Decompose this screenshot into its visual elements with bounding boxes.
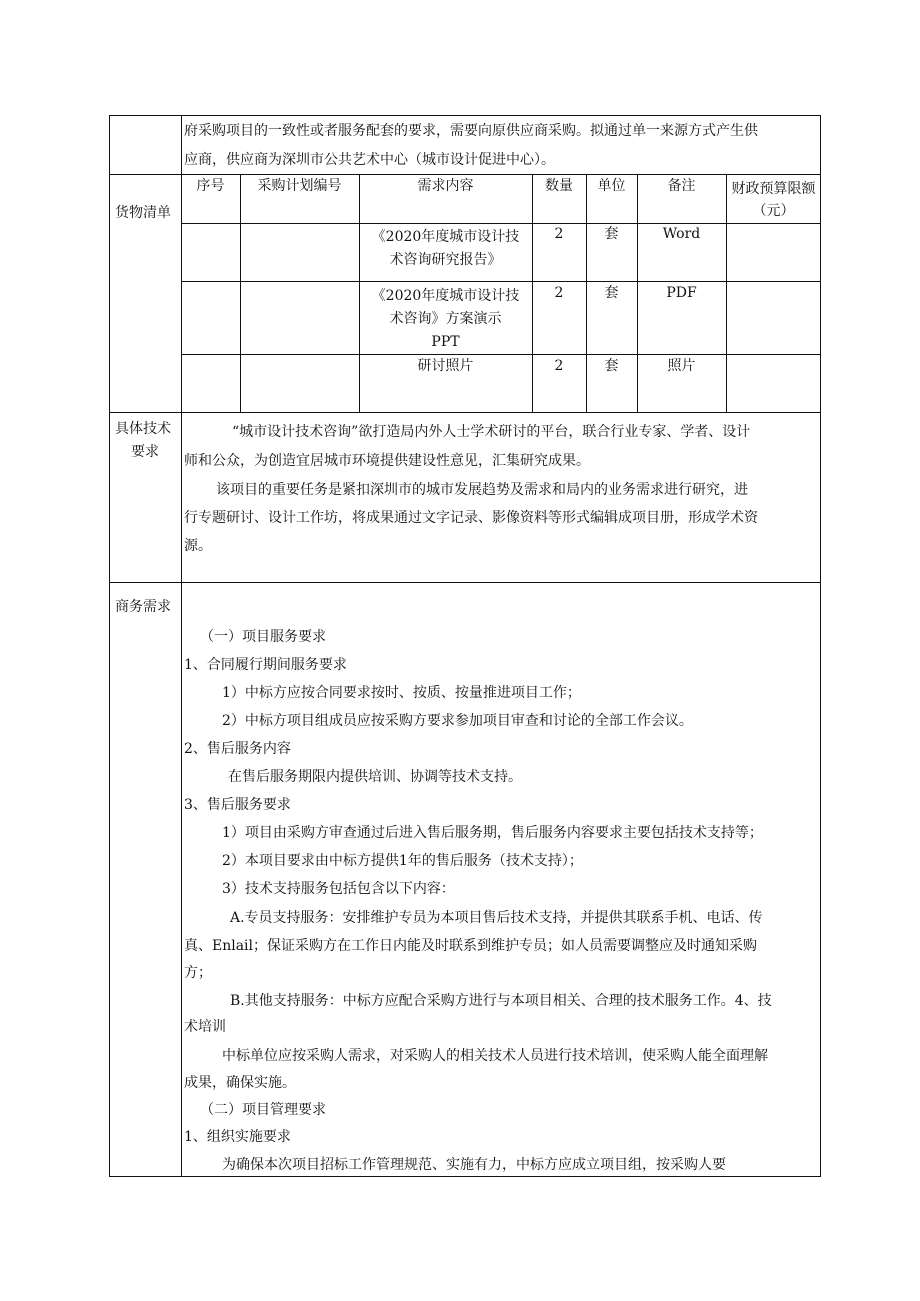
- header-qty: 数量: [545, 178, 573, 194]
- tech-paragraph-line: 行专题研讨、设计工作坊，将成果通过文字记录、影像资料等形式编辑成项目册，形成学术资: [184, 510, 758, 526]
- tech-paragraph-line: 源。: [184, 538, 212, 554]
- business-line: 方；: [184, 965, 212, 981]
- goods-row-divider: [181, 281, 821, 282]
- row-content: PPT: [431, 334, 460, 350]
- header-unit: 单位: [597, 178, 626, 194]
- label-column-divider: [181, 115, 182, 1177]
- business-line: 3、售后服务要求: [184, 797, 291, 813]
- row-qty: 2: [554, 285, 564, 301]
- business-line: A.专员支持服务：安排维护专员为本项目售后技术支持，并提供其联系手机、电话、传: [230, 910, 763, 926]
- row-content: 研讨照片: [417, 358, 474, 374]
- row-content: 《2020年度城市设计技: [371, 288, 520, 304]
- tech-label: 具体技术: [115, 421, 171, 437]
- business-line: 1）中标方应按合同要求按时、按质、按量推进项目工作；: [222, 685, 581, 701]
- header-content: 需求内容: [417, 178, 474, 194]
- business-line: （一）项目服务要求: [200, 629, 326, 645]
- business-line: 2）本项目要求由中标方提供1年的售后服务（技术支持）；: [222, 853, 583, 869]
- business-line: 1）项目由采购方审查通过后进入售后服务期，售后服务内容要求主要包括技术支持等；: [222, 825, 763, 841]
- header-budget: 财政预算限额: [731, 181, 816, 197]
- tech-paragraph-line: “城市设计技术咨询”欲打造局内外人士学术研讨的平台，联合行业专家、学者、设计: [232, 424, 751, 440]
- intro-line: 应商，供应商为深圳市公共艺术中心（城市设计促进中心）。: [184, 152, 555, 168]
- table-border-left: [109, 115, 110, 1177]
- header-remark: 备注: [667, 178, 696, 194]
- table-border-right: [820, 115, 821, 1177]
- header-plan-no: 采购计划编号: [257, 178, 342, 194]
- business-label: 商务需求: [115, 599, 171, 615]
- business-line: 1、合同履行期间服务要求: [184, 657, 347, 673]
- business-line: 术培训: [184, 1019, 226, 1035]
- row-unit: 套: [604, 358, 619, 374]
- table-divider: [109, 582, 821, 583]
- tech-label: 要求: [131, 444, 159, 460]
- business-line: 1、组织实施要求: [184, 1129, 291, 1145]
- row-remark: 照片: [667, 358, 696, 374]
- row-remark: PDF: [666, 285, 697, 301]
- table-border-bottom: [109, 1176, 821, 1177]
- row-qty: 2: [554, 226, 564, 242]
- goods-list-label: 货物清单: [115, 205, 171, 221]
- row-content: 术咨询研究报告》: [389, 252, 502, 268]
- row-unit: 套: [604, 226, 619, 242]
- row-content: 术咨询》方案演示: [389, 311, 502, 327]
- table-divider: [109, 412, 821, 413]
- header-seq: 序号: [196, 178, 225, 194]
- intro-line: 府采购项目的一致性或者服务配套的要求，需要向原供应商采购。拟通过单一来源方式产生供: [184, 123, 758, 139]
- tech-paragraph-line: 师和公众，为创造宜居城市环境提供建设性意见，汇集研究成果。: [184, 453, 590, 469]
- business-line: 2、售后服务内容: [184, 741, 291, 757]
- business-line: B.其他支持服务：中标方应配合采购方进行与本项目相关、合理的技术服务工作。4、技: [230, 993, 772, 1009]
- business-line: 为确保本次项目招标工作管理规范、实施有力，中标方应成立项目组，按采购人要: [222, 1157, 726, 1173]
- business-line: 在售后服务期限内提供培训、协调等技术支持。: [228, 769, 522, 785]
- header-budget: （元）: [752, 203, 795, 219]
- goods-column-divider: [240, 174, 241, 412]
- goods-row-divider: [181, 354, 821, 355]
- table-border-top: [109, 115, 821, 116]
- row-remark: Word: [662, 226, 701, 242]
- row-qty: 2: [554, 358, 564, 374]
- business-line: 中标单位应按采购人需求，对采购人的相关技术人员进行技术培训，使采购人能全面理解: [222, 1048, 768, 1064]
- business-line: 3）技术支持服务包括包含以下内容：: [222, 881, 455, 897]
- business-line: 真、Enlail；保证采购方在工作日内能及时联系到维护专员；如人员需要调整应及时通知采购: [184, 938, 758, 954]
- business-line: 2）中标方项目组成员应按采购方要求参加项目审查和讨论的全部工作会议。: [222, 713, 693, 729]
- row-content: 《2020年度城市设计技: [371, 229, 520, 245]
- business-line: 成果，确保实施。: [184, 1075, 296, 1091]
- business-line: （二）项目管理要求: [200, 1102, 326, 1118]
- table-divider: [109, 174, 821, 175]
- row-unit: 套: [604, 285, 619, 301]
- tech-paragraph-line: 该项目的重要任务是紧扣深圳市的城市发展趋势及需求和局内的业务需求进行研究，进: [216, 482, 748, 498]
